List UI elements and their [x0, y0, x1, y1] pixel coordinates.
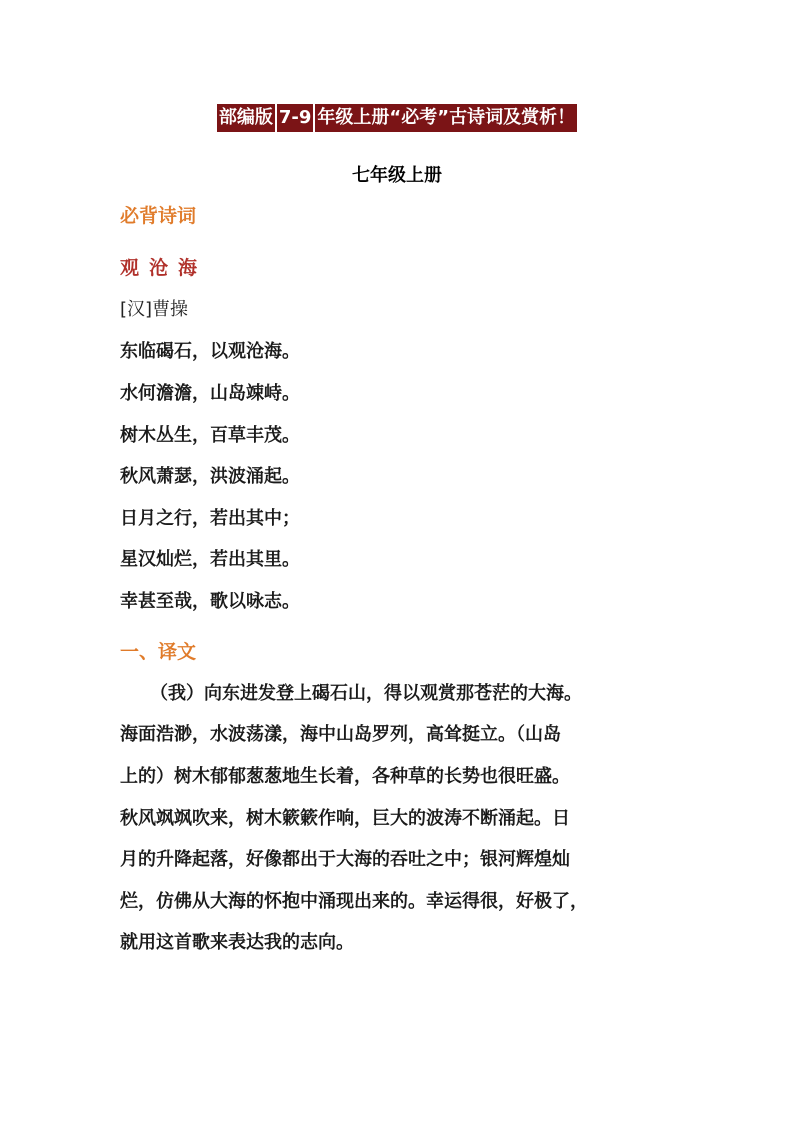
title-segment-edition: 部编版	[217, 104, 275, 132]
poem-line: 秋风萧瑟，洪波涌起。	[120, 466, 300, 487]
poem-line: 树木丛生，百草丰茂。	[120, 425, 300, 446]
translation-line: 就用这首歌来表达我的志向。	[120, 932, 354, 953]
poem-line: 水何澹澹，山岛竦峙。	[120, 383, 300, 404]
translation-line: 秋风飒飒吹来，树木簌簌作响，巨大的波涛不断涌起。日	[120, 808, 570, 829]
poem-line: 幸甚至哉，歌以咏志。	[120, 591, 300, 612]
translation-line: 月的升降起落，好像都出于大海的吞吐之中；银河辉煌灿	[120, 849, 570, 870]
title-segment-topic: 年级上册“必考”古诗词及赏析！	[315, 104, 577, 132]
translation-line: 烂，仿佛从大海的怀抱中涌现出来的。幸运得很，好极了，	[120, 891, 588, 912]
poem-line: 东临碣石，以观沧海。	[120, 341, 300, 362]
title-segment-grades: 7-9	[277, 104, 314, 132]
document-title	[0, 104, 794, 132]
translation-line: 上的）树木郁郁葱葱地生长着，各种草的长势也很旺盛。	[120, 766, 570, 787]
grade-subtitle: 七年级上册	[352, 165, 442, 186]
poem-title: 观沧海	[120, 257, 208, 279]
title-bar	[216, 104, 578, 132]
translation-line: 海面浩渺，水波荡漾，海中山岛罗列，高耸挺立。（山岛	[120, 724, 561, 745]
poem-author: [汉]曹操	[120, 299, 189, 320]
translation-line: （我）向东进发登上碣石山，得以观赏那苍茫的大海。	[150, 683, 582, 704]
section-heading-recite: 必背诗词	[120, 205, 197, 227]
poem-line: 日月之行，若出其中；	[120, 508, 300, 529]
poem-line: 星汉灿烂，若出其里。	[120, 549, 300, 570]
section-heading-translation: 一、译文	[120, 641, 197, 663]
